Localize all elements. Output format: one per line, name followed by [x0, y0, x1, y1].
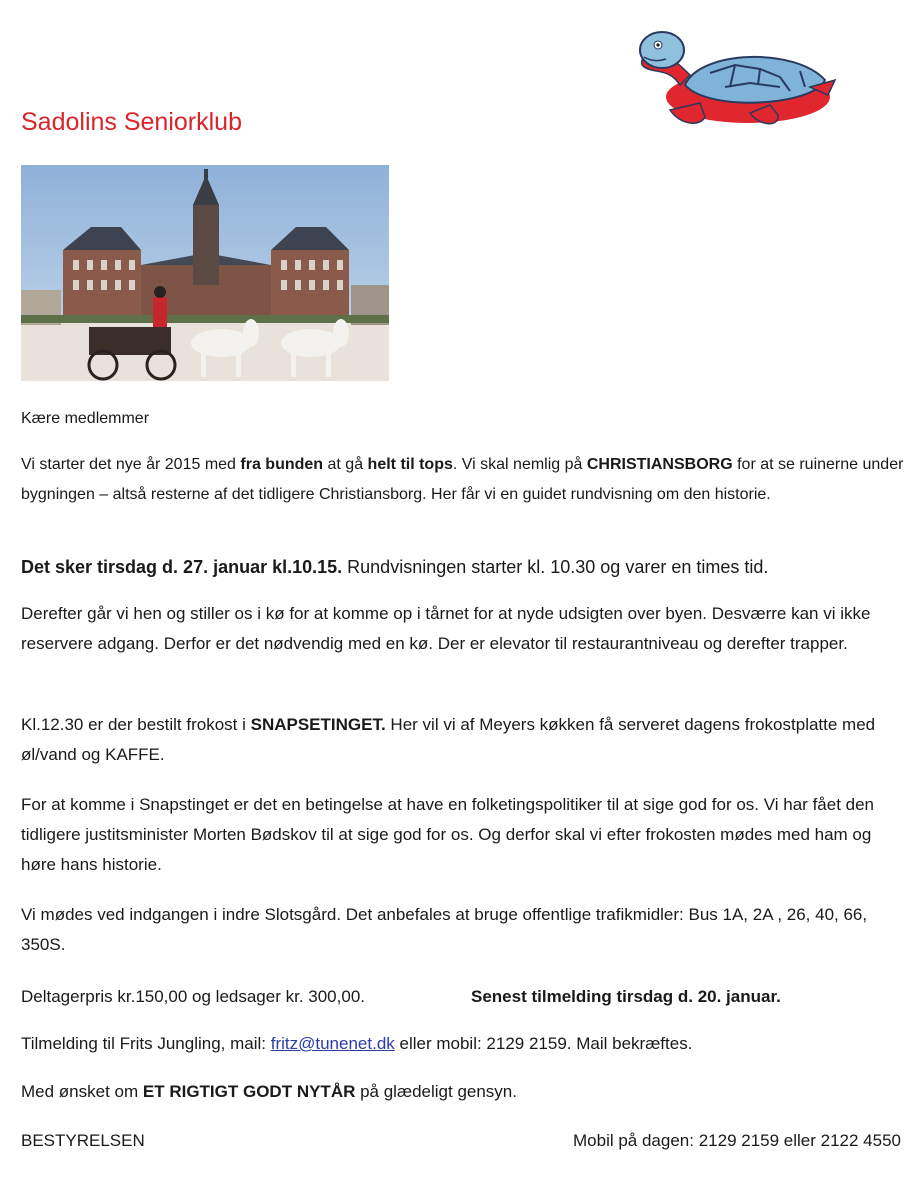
wish-text: Med ønsket om: [21, 1082, 143, 1101]
mobile-on-day: Mobil på dagen: 2129 2159 eller 2122 4550: [573, 1131, 901, 1150]
signup-text: eller mobil: 2129 2159. Mail bekræftes.: [394, 1034, 693, 1053]
turtle-illustration: [630, 25, 845, 135]
greeting: Kære medlemmer: [21, 410, 150, 427]
email-link[interactable]: fritz@tunenet.dk: [270, 1034, 395, 1053]
date-bold: Det sker tirsdag d. 27. januar kl.10.15.: [21, 557, 343, 577]
intro-bold: CHRISTIANSBORG: [586, 456, 733, 473]
lunch-paragraph: [21, 710, 906, 770]
wish-text: på glædeligt gensyn.: [355, 1082, 517, 1101]
signature-line: [21, 1126, 906, 1156]
intro-bold: fra bunden: [240, 456, 324, 473]
price-text: Deltagerpris kr.150,00 og ledsager kr. 300,00.: [21, 987, 365, 1006]
price-line: [21, 982, 906, 1012]
lunch-text: Her vil vi af Meyers køkken få serveret dagens frokostplatte med øl/vand og KAFFE.: [21, 715, 876, 764]
deadline-text: Senest tilmelding tirsdag d. 20. januar.: [471, 987, 781, 1006]
intro-paragraph: [21, 450, 906, 509]
tower-paragraph: Derefter går vi hen og stiller os i kø for at komme op i tårnet for at nyde udsigten over byen. Desværre kan vi ikke reservere adgang. Derfor er det nødvendig med en kø. Der er elevator til restaurantniveau og derefter trapper.: [21, 604, 871, 653]
intro-bold: helt til tops: [367, 456, 453, 473]
date-paragraph: [21, 552, 906, 582]
intro-text: . Vi skal nemlig på: [452, 456, 587, 473]
lunch-text: Kl.12.30 er der bestilt frokost i: [21, 715, 251, 734]
intro-text: Vi starter det nye år 2015 med: [21, 456, 241, 473]
lunch-bold: SNAPSETINGET.: [250, 715, 386, 734]
wish-paragraph: [21, 1077, 906, 1107]
meeting-paragraph: Vi mødes ved indgangen i indre Slotsgård. Det anbefales at bruge offentlige trafikmidler: Bus 1A, 2A , 26, 40, 66, 350S.: [21, 905, 868, 954]
signup-paragraph: [21, 1029, 906, 1059]
christiansborg-photo: [21, 165, 389, 381]
intro-text: at gå: [323, 456, 368, 473]
club-title: Sadolins Seniorklub: [21, 108, 242, 136]
signup-text: Tilmelding til Frits Jungling, mail:: [21, 1034, 271, 1053]
intro-text: for at se ruinerne under bygningen – altså resterne af det tidligere Christiansborg. Her får vi en guidet rundvisning om den historie.: [21, 456, 904, 503]
snapsting-paragraph: For at komme i Snapstinget er det en betingelse at have en folketingspolitiker til at sige god for os. Vi har fået den tidligere justitsminister Morten Bødskov til at sige god for os. Og derfor skal vi efter frokosten mødes med ham og høre hans historie.: [21, 795, 875, 874]
wish-bold: ET RIGTIGT GODT NYTÅR: [142, 1082, 356, 1101]
signature: BESTYRELSEN: [21, 1131, 145, 1150]
date-text: Rundvisningen starter kl. 10.30 og varer en times tid.: [342, 557, 769, 577]
